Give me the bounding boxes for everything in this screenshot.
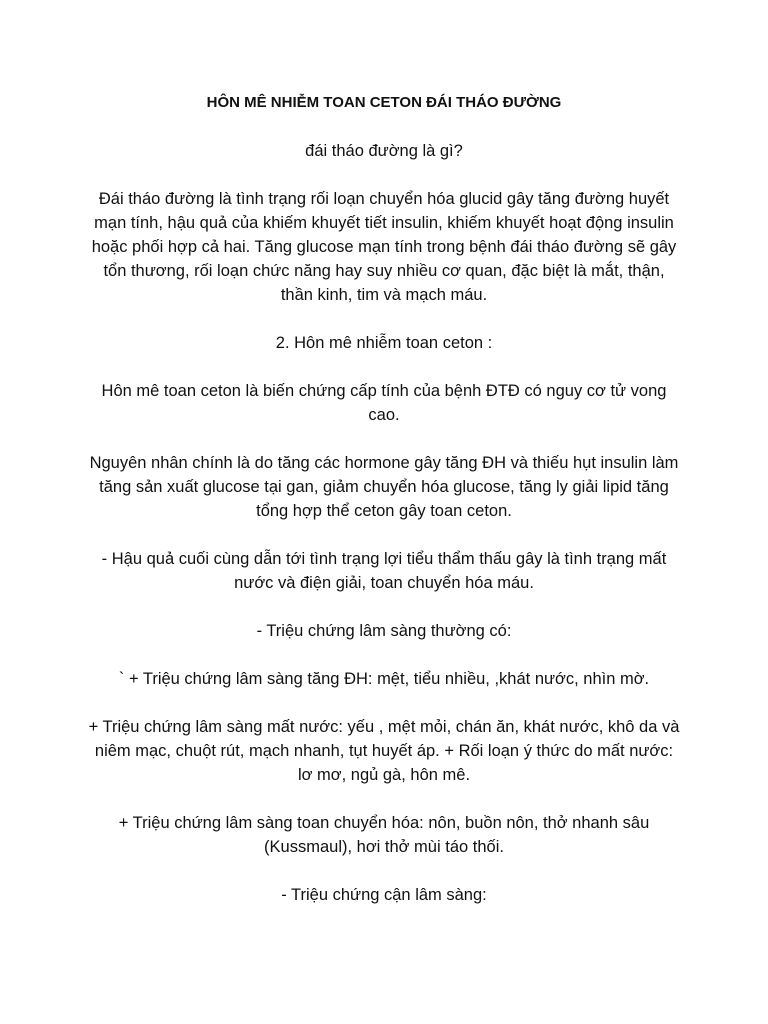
paragraph-complication: Hôn mê toan ceton là biến chứng cấp tính của bệnh ĐTĐ có nguy cơ tử vong cao.: [101, 382, 667, 424]
paragraph-question: đái tháo đường là gì?: [305, 142, 463, 160]
document-body: [86, 91, 682, 931]
paragraph-dehydration-symptoms: + Triệu chứng lâm sàng mất nước: yếu , mệt mỏi, chán ăn, khát nước, khô da và niêm mạc, chuột rút, mạch nhanh, tụt huyết áp. + Rối loạn ý thức do mất nước: lơ mơ, ngủ gà, hôn mê.: [88, 718, 680, 784]
paragraph-consequence: - Hậu quả cuối cùng dẫn tới tình trạng lợi tiểu thẩm thấu gây là tình trạng mất nước và điện giải, toan chuyển hóa máu.: [101, 550, 667, 592]
section-heading: 2. Hôn mê nhiễm toan ceton :: [275, 334, 493, 352]
document-title: HÔN MÊ NHIỄM TOAN CETON ĐÁI THÁO ĐƯỜNG: [206, 94, 562, 111]
paragraph-acidosis-symptoms: + Triệu chứng lâm sàng toan chuyển hóa: nôn, buồn nôn, thở nhanh sâu (Kussmaul), hơi thở mùi táo thối.: [118, 814, 650, 856]
paragraph-cause: Nguyên nhân chính là do tăng các hormone gây tăng ĐH và thiếu hụt insulin làm tăng sản xuất glucose tại gan, giảm chuyển hóa glucose, tăng ly giải lipid tăng tổng hợp thể ceton gây toan ceton.: [89, 454, 679, 520]
paragraph-lab-heading: - Triệu chứng cận lâm sàng:: [281, 886, 487, 904]
paragraph-hyperglycemia-symptoms: ` + Triệu chứng lâm sàng tăng ĐH: mệt, tiểu nhiều, ,khát nước, nhìn mờ.: [118, 670, 650, 688]
paragraph-definition: Đái tháo đường là tình trạng rối loạn chuyển hóa glucid gây tăng đường huyết mạn tính, hậu quả của khiếm khuyết tiết insulin, khiếm khuyết hoạt động insulin hoặc phối hợp cả hai. Tăng glucose mạn tính trong bệnh đái tháo đường sẽ gây tổn thương, rối loạn chức năng hay suy nhiều cơ quan, đặc biệt là mắt, thận, thần kinh, tim và mạch máu.: [91, 190, 677, 304]
paragraph-clinical-heading: - Triệu chứng lâm sàng thường có:: [256, 622, 512, 640]
